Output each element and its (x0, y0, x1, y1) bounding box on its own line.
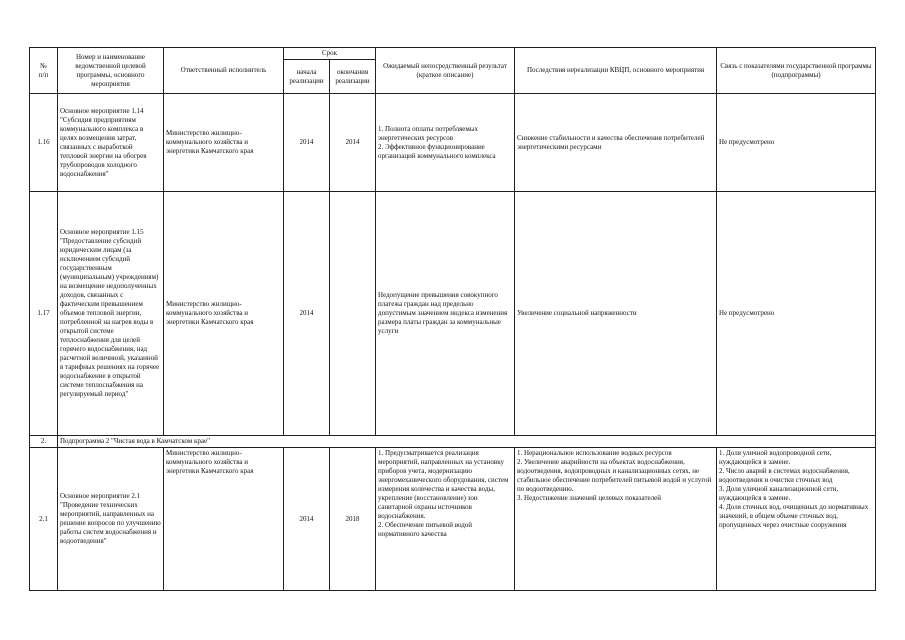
row-result: 1. Полнота оплаты потребляемых энергетических ресурсов 2. Эффективное функционирование организаций коммунального комплекса (376, 94, 515, 192)
row-num: 1.16 (30, 94, 58, 192)
row-start: 2014 (284, 448, 330, 591)
row-name: Основное мероприятие 2.1 "Проведение технических мероприятий, направленных на решение вопросов по улучшению работы систем водоснабжения и водоотведения" (58, 448, 164, 591)
row-consequences: Снижение стабильности и качества обеспечения потребителей энергетическими ресурсами (515, 94, 717, 192)
header-executor: Ответственный исполнитель (164, 48, 284, 94)
row-result: 1. Предусматривается реализация мероприятий, направленных на установку приборов учета, модернизацию энергомеханического оборудования, систем измерения количества и качества воды, укрепление (восстановление) зон санитарной охраны источников водоснабжения. 2. Обеспечение питьевой водой нормативного качества (376, 448, 515, 591)
row-result: Недопущение превышения совокупного платежа граждан над предельно допустимым значением индекса изменения размера платы граждан за коммунальные услуги (376, 192, 515, 436)
header-consequences: Последствия нереализации КВЦП, основного мероприятия (515, 48, 717, 94)
row-end (330, 192, 376, 436)
table-row (30, 94, 876, 192)
row-consequences: Увеличение социальной напряженности (515, 192, 717, 436)
row-end: 2014 (330, 94, 376, 192)
row-link: 1. Доля уличной водопроводной сети, нуждающейся в замене. 2. Число аварий в системах водоснабжения, водоотведения и очистки сточных вод 3. Доля уличной канализационной сети, нуждающейся в замене. 4. Доля сточных вод, очищенных до нормативных значений, в общем объеме сточных вод, пропущенных через очистные сооружения (717, 448, 876, 591)
subprogram-num: 2. (30, 436, 58, 448)
row-end: 2018 (330, 448, 376, 591)
row-name: Основное мероприятие 1.15 "Предоставление субсидий юридическим лицам (за исключением субсидий государственным (муниципальным) учреждениям) на возмещение недополученных доходов, связанных с фактическим превышением объемов тепловой энергии, потребленной на нагрев воды в открытой системе теплоснабжения для целей горячего водоснабжения, над расчетной величиной, указанной в тарифных решениях на горячее водоснабжение в открытой системе теплоснабжения на регулируемый период" (58, 192, 164, 436)
header-term: Срок (284, 48, 376, 60)
row-num: 2.1 (30, 448, 58, 591)
subprogram-title: Подпрограмма 2 "Чистая вода в Камчатском крае" (58, 436, 876, 448)
subprogram-row (30, 436, 876, 448)
row-executor: Министерство жилищно-коммунального хозяйства и энергетики Камчатского края (164, 448, 284, 591)
program-table (29, 47, 876, 591)
table-row (30, 192, 876, 436)
row-executor: Министерство жилищно-коммунального хозяйства и энергетики Камчатского края (164, 192, 284, 436)
header-num: № п/п (30, 48, 58, 94)
row-link: Не предусмотрено (717, 94, 876, 192)
header-end: окончания реализации (330, 60, 376, 94)
header-result: Ожидаемый непосредственный результат (краткое описание) (376, 48, 515, 94)
row-name: Основное мероприятие 1.14 "Субсидия предприятиям коммунального комплекса в целях возмещения затрат, связанных с выработкой тепловой энергии на обогрев трубопроводов холодного водоснабжения" (58, 94, 164, 192)
row-consequences: 1. Нерациональное использование водных ресурсов 2. Увеличение аварийности на объектах водоснабжения, водоотведения, водопроводных и канализационных сетях, не стабильное обеспечение потребителей питьевой водой и услугой по водоотведению. 3. Недостижение значений целевых показателей (515, 448, 717, 591)
row-start: 2014 (284, 94, 330, 192)
header-name: Номер и наименование ведомственной целевой программы, основного мероприятия (58, 48, 164, 94)
row-executor: Министерство жилищно-коммунального хозяйства и энергетики Камчатского края (164, 94, 284, 192)
header-start: начала реализации (284, 60, 330, 94)
table-row (30, 448, 876, 591)
row-start: 2014 (284, 192, 330, 436)
header-link: Связь с показателями государственной программы (подпрограммы) (717, 48, 876, 94)
row-link: Не предусмотрено (717, 192, 876, 436)
row-num: 1.17 (30, 192, 58, 436)
